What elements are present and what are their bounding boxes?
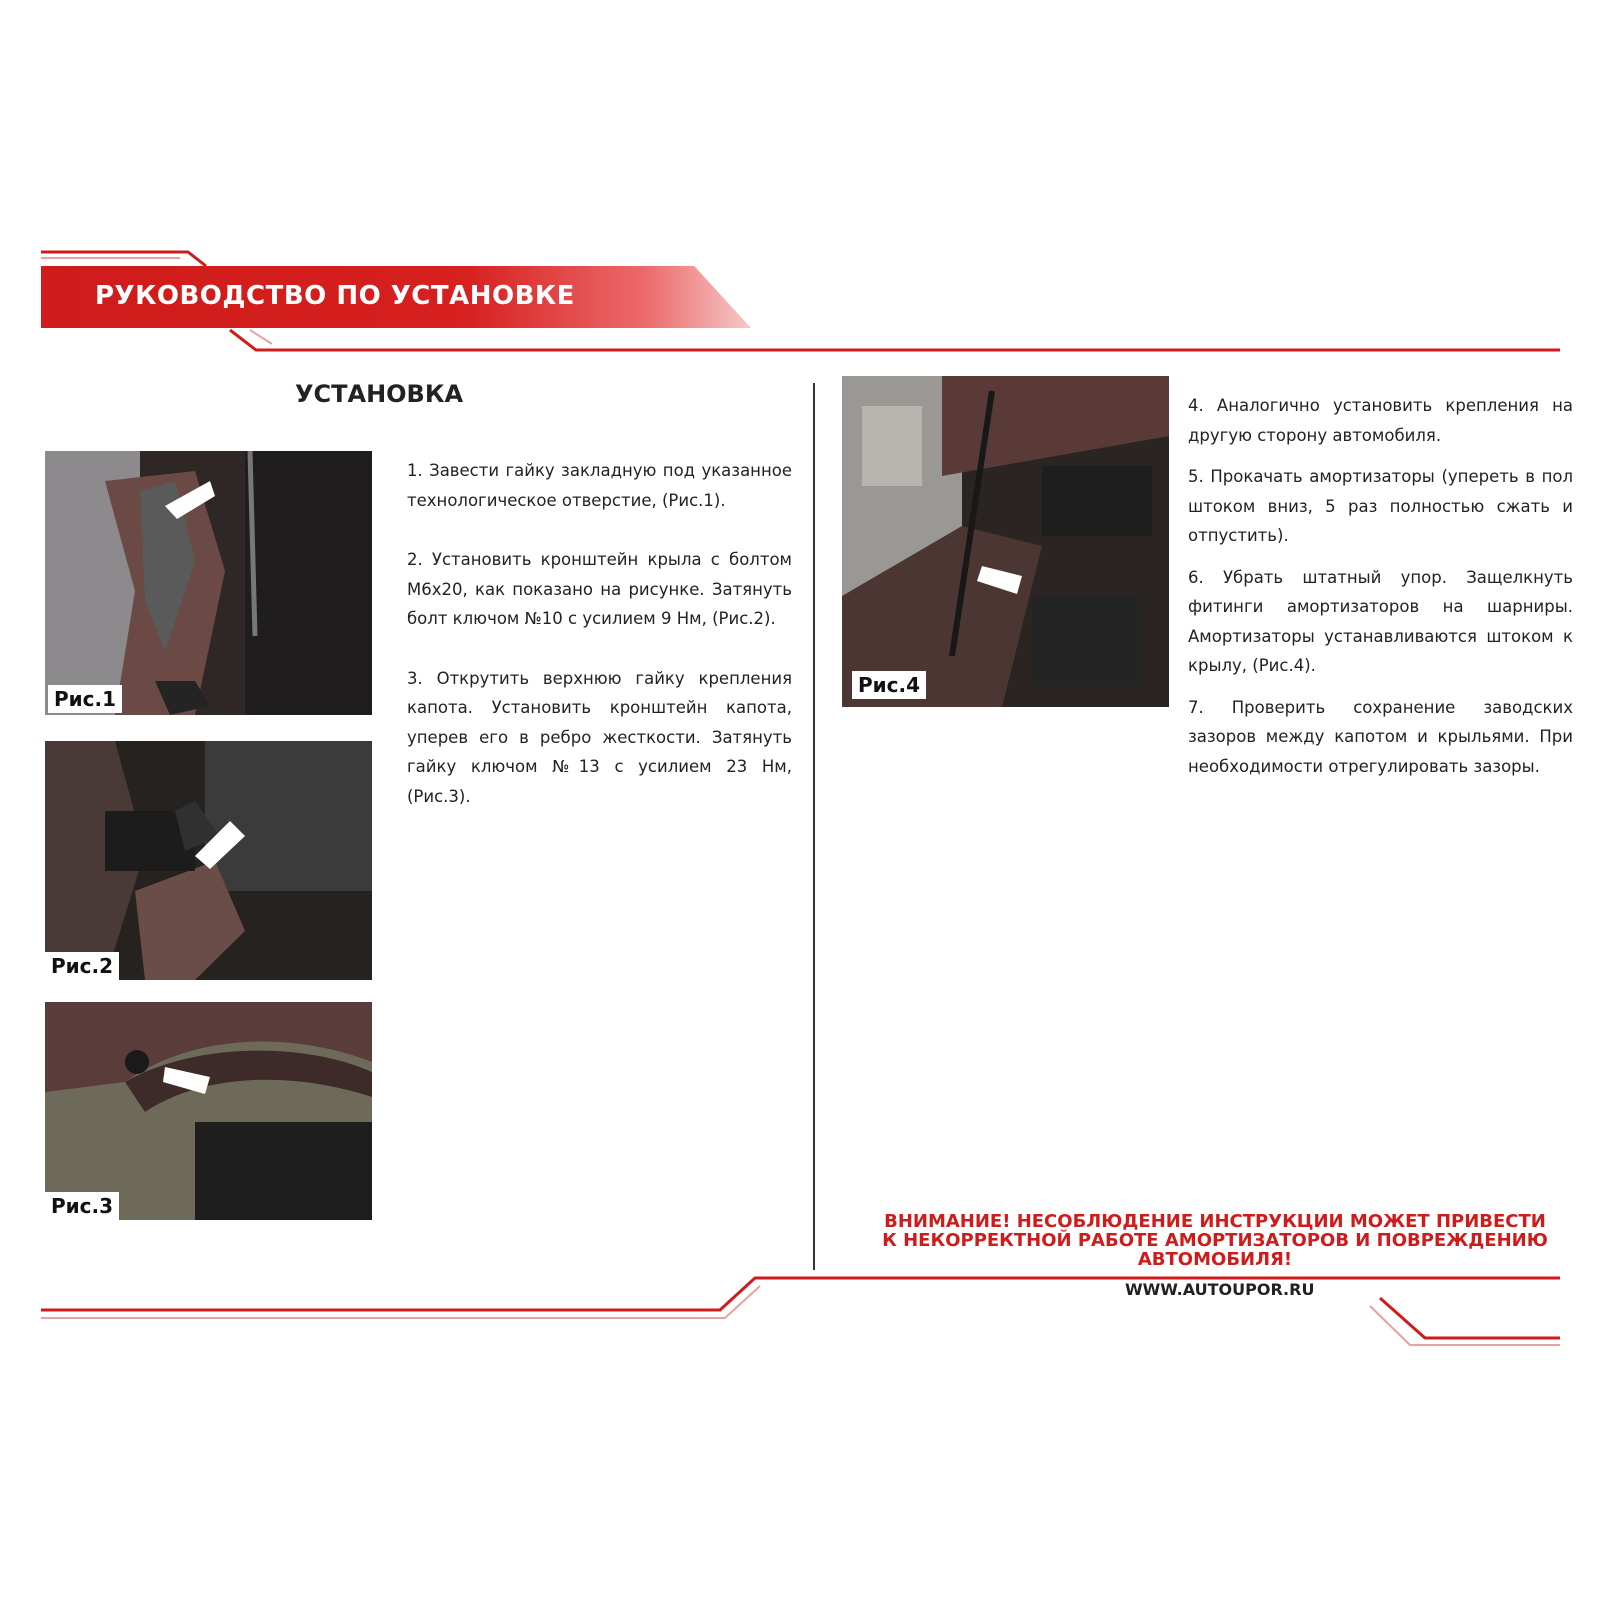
- section-title: УСТАНОВКА: [295, 380, 464, 408]
- website-link[interactable]: WWW.AUTOUPOR.RU: [1125, 1280, 1315, 1299]
- step-5: 5. Прокачать амортизаторы (упереть в пол штоком вниз, 5 раз полностью сжать и отпустить).: [1188, 467, 1573, 545]
- figure-3-photo: [45, 1002, 372, 1220]
- step-3: 3. Открутить верхнюю гайку крепления капота. Установить кронштейн капота, уперев его в ребро жесткости. Затянуть гайку ключом №13 с усилием 23 Нм, (Рис.3).: [407, 668, 792, 806]
- warning-text: ВНИМАНИЕ! НЕСОБЛЮДЕНИЕ ИНСТРУКЦИИ МОЖЕТ ПРИВЕСТИ К НЕКОРРЕКТНОЙ РАБОТЕ АМОРТИЗАТОРОВ И ПОВРЕЖДЕНИЮ АВТОМОБИЛЯ!: [882, 1211, 1548, 1270]
- step-6: 6. Убрать штатный упор. Защелкнуть фитинги амортизаторов на шарниры. Амортизаторы устанавливаются штоком к крылу, (Рис.4).: [1188, 567, 1573, 675]
- steps-right: [1188, 391, 1573, 781]
- figure-4-photo: [842, 376, 1169, 707]
- figure-4-label: Рис.4: [852, 671, 926, 699]
- steps-left: [407, 456, 792, 811]
- column-divider: [813, 383, 815, 1270]
- figure-2-photo: [45, 741, 372, 980]
- step-7: 7. Проверить сохранение заводских зазоров между капотом и крыльями. При необходимости отрегулировать зазоры.: [1188, 697, 1573, 776]
- figure-1-photo: [45, 451, 372, 715]
- figure-3-label: Рис.3: [45, 1192, 119, 1220]
- figure-1-label: Рис.1: [48, 685, 122, 713]
- page-title: РУКОВОДСТВО ПО УСТАНОВКЕ: [95, 281, 575, 311]
- figure-2-label: Рис.2: [45, 952, 119, 980]
- step-2: 2. Установить кронштейн крыла с болтом М6х20, как показано на рисунке. Затянуть болт ключом №10 с усилием 9 Нм, (Рис.2).: [407, 550, 792, 628]
- step-4: 4. Аналогично установить крепления на другую сторону автомобиля.: [1188, 396, 1573, 445]
- step-1: 1. Завести гайку закладную под указанное технологическое отверстие, (Рис.1).: [407, 461, 792, 510]
